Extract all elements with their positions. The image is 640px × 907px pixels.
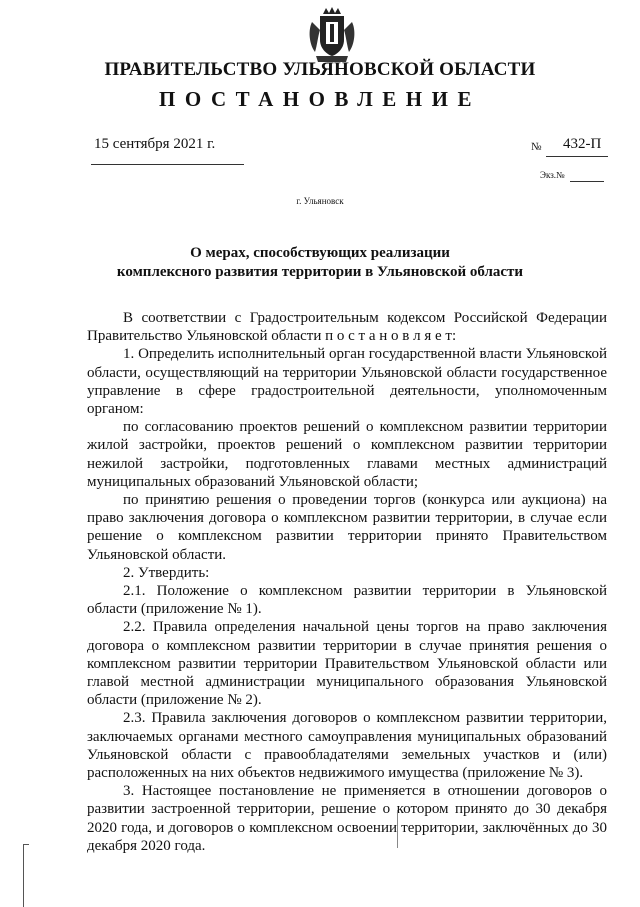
coat-of-arms-icon xyxy=(306,6,358,64)
margin-mark xyxy=(23,844,29,907)
document-city: г. Ульяновск xyxy=(296,196,344,206)
paragraph-1-item-a: по согласованию проектов решений о комплексном развитии территории жилой застройки, проектов решений о комплексном развитии территории нежилой застройки, подготовленных главами местных администраций муниципальных образований Ульяновской области; xyxy=(87,419,607,490)
scan-fold-mark xyxy=(397,810,398,848)
paragraph-2-2: 2.2. Правила определения начальной цены торгов на право заключения договора о комплексном развитии территории в случае принятия решения о комплексном развитии территории Правительством Ульяновской области или главой местной администрации муниципального образования Ульяновской области (приложение № 2). xyxy=(87,619,607,709)
document-subject xyxy=(0,244,640,282)
date-underline xyxy=(91,164,244,165)
subject-line-1: О мерах, способствующих реализации xyxy=(190,245,450,261)
number-label: № xyxy=(531,141,542,153)
paragraph-1-item-b: по принятию решения о проведении торгов (конкурса или аукциона) на право заключения договора о комплексном развитии территории, в случае если решение о комплексном развитии территории принято Правительством Ульяновской области. xyxy=(87,492,607,563)
paragraph-preamble: В соответствии с Градостроительным кодексом Российской Федерации Правительство Ульяновской области п о с т а н о в л я е т: xyxy=(87,310,607,345)
paragraph-2-1: 2.1. Положение о комплексном развитии территории в Ульяновской области (приложение № 1). xyxy=(87,583,607,618)
document-date: 15 сентября 2021 г. xyxy=(94,136,216,152)
paragraph-1: 1. Определить исполнительный орган государственной власти Ульяновской области, осуществляющий на территории Ульяновской области государственное управление в сфере градостроительной деятельности, уполномоченным органом: xyxy=(87,346,607,418)
copy-number-label: Экз.№ xyxy=(540,170,565,180)
paragraph-3: 3. Настоящее постановление не применяется в отношении договоров о развитии застроенной территории, решение о котором принято до 30 декабря 2020 года, и договоров о комплексном освоении территории, заключённых до 30 декабря 2020 года. xyxy=(87,783,607,854)
copy-number-underline xyxy=(570,181,604,182)
number-underline xyxy=(546,156,608,157)
document-body xyxy=(87,309,607,855)
document-type: ПОСТАНОВЛЕНИЕ xyxy=(159,87,481,111)
government-name: ПРАВИТЕЛЬСТВО УЛЬЯНОВСКОЙ ОБЛАСТИ xyxy=(104,59,536,80)
paragraph-2-3: 2.3. Правила заключения договоров о комплексном развитии территории, заключаемых органами местного самоуправления муниципальных образований Ульяновской области с правообладателями земельных участков и (или) расположенных на них объектов недвижимого имущества (приложение № 3). xyxy=(87,710,607,782)
document-number: 432-П xyxy=(563,136,602,152)
paragraph-2: 2. Утвердить: xyxy=(123,564,210,581)
subject-line-2: комплексного развития территории в Ульяновской области xyxy=(116,264,524,280)
